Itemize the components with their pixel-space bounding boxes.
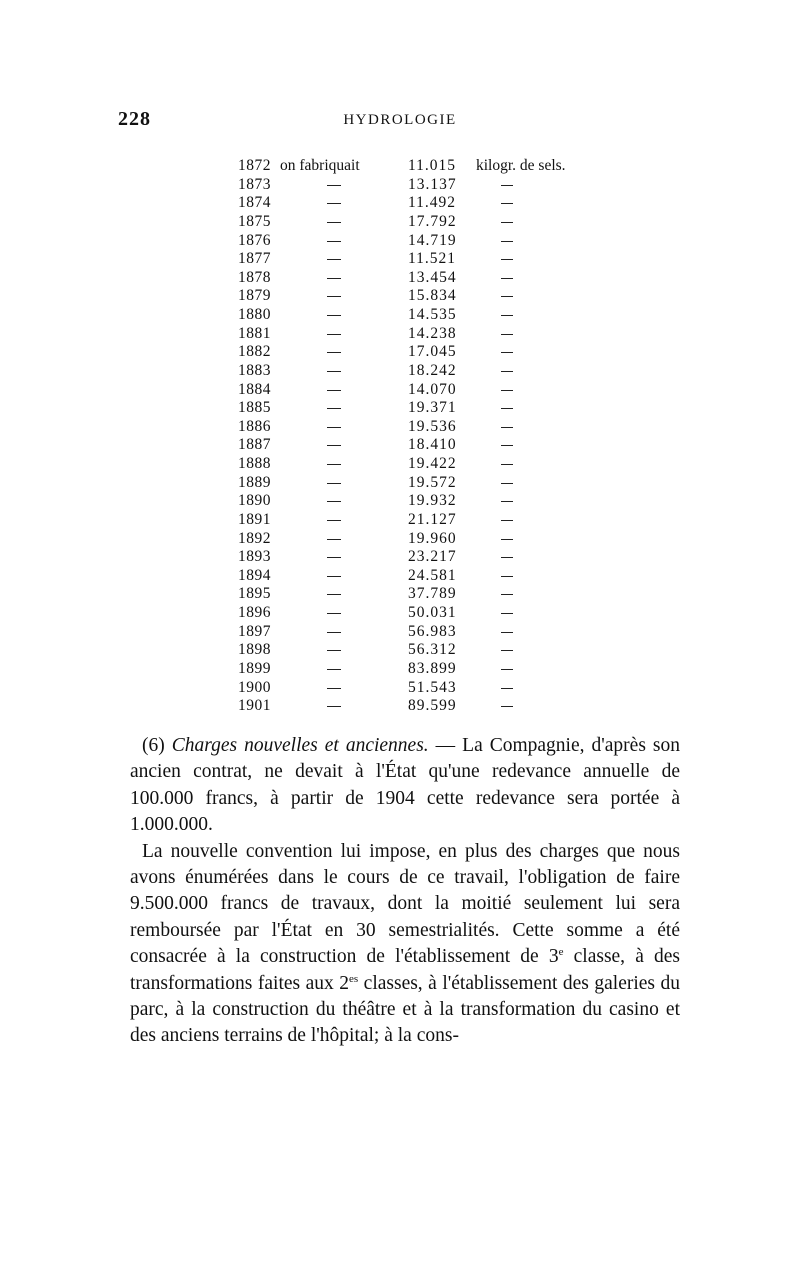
ditto-mark: [327, 520, 341, 521]
table-row: [238, 436, 598, 455]
ditto-mark: [501, 278, 513, 279]
paragraph-charges: [130, 733, 680, 839]
body-text: [130, 733, 680, 1050]
value-cell: 18.242: [408, 361, 457, 379]
ditto-mark: [501, 483, 513, 484]
table-row: [238, 306, 598, 325]
table-row: [238, 530, 598, 549]
year-cell: 1896: [238, 604, 271, 621]
year-cell: 1881: [238, 324, 271, 342]
year-cell: 1877: [238, 250, 271, 268]
value-cell: 17.045: [408, 343, 457, 361]
table-row: [238, 399, 598, 418]
ditto-mark: [327, 408, 341, 409]
table-row: [238, 157, 598, 176]
ditto-mark: [501, 576, 513, 577]
paragraph-text: La nouvelle convention lui impose, en plus des charges que nous avons énumérées dans le cours de ce travail, l'obligation de faire 9.500.000 francs de travaux, dont la moitié seulement lui sera remboursée par l'État en 30 semestrialités. Cette somme a été consacrée à la construction de l'établissement de 3: [130, 840, 680, 968]
ditto-mark: [501, 408, 513, 409]
year-cell: 1878: [238, 268, 271, 286]
value-cell: 19.536: [408, 417, 457, 435]
year-cell: 1873: [238, 175, 271, 193]
value-cell: 83.899: [408, 659, 457, 677]
page-number: 228: [118, 108, 151, 130]
year-cell: 1887: [238, 436, 271, 454]
value-cell: 11.521: [408, 250, 457, 268]
paragraph-text: classe, à des transformations faites aux 2: [130, 946, 680, 994]
ditto-mark: [501, 650, 513, 651]
value-cell: 89.599: [408, 697, 457, 715]
value-cell: 14.535: [408, 306, 457, 323]
year-cell: 1898: [238, 641, 271, 659]
table-row: [238, 679, 598, 698]
year-cell: 1883: [238, 361, 271, 379]
year-cell: 1889: [238, 473, 271, 491]
year-cell: 1880: [238, 306, 271, 323]
ditto-mark: [327, 222, 341, 223]
year-cell: 1885: [238, 399, 271, 417]
year-cell: 1879: [238, 287, 271, 305]
value-cell: 50.031: [408, 604, 457, 621]
ditto-mark: [327, 259, 341, 260]
year-cell: 1884: [238, 380, 271, 398]
table-row: [238, 455, 598, 474]
ditto-mark: [327, 632, 341, 633]
superscript: e: [558, 946, 564, 959]
table-row: [238, 623, 598, 642]
paragraph-text: — La Compagnie, d'après son ancien contrat, ne devait à l'État qu'une redevance annuelle de 100.000 francs, à partir de 1904 cette redevance sera portée à 1.000.000.: [130, 735, 680, 836]
ditto-mark: [501, 427, 513, 428]
value-cell: 11.492: [408, 194, 457, 212]
year-cell: 1890: [238, 492, 271, 510]
value-cell: 24.581: [408, 566, 457, 584]
year-cell: 1901: [238, 697, 271, 715]
ditto-mark: [501, 352, 513, 353]
ditto-mark: [501, 520, 513, 521]
year-cell: 1872: [238, 157, 271, 174]
year-cell: 1874: [238, 194, 271, 212]
ditto-mark: [501, 334, 513, 335]
row-lead-text: on fabriquait: [280, 157, 360, 174]
ditto-mark: [327, 185, 341, 186]
ditto-mark: [327, 334, 341, 335]
value-cell: 18.410: [408, 436, 457, 454]
table-row: [238, 269, 598, 288]
year-cell: 1899: [238, 659, 271, 677]
year-cell: 1886: [238, 417, 271, 435]
value-cell: 56.983: [408, 622, 457, 640]
superscript: es: [349, 972, 359, 985]
value-cell: 14.719: [408, 231, 457, 249]
year-cell: 1897: [238, 622, 271, 640]
year-cell: 1876: [238, 231, 271, 249]
value-cell: 56.312: [408, 641, 457, 659]
ditto-mark: [501, 464, 513, 465]
ditto-mark: [501, 296, 513, 297]
ditto-mark: [327, 706, 341, 707]
salt-production-table: [238, 157, 598, 716]
ditto-mark: [501, 185, 513, 186]
table-row: [238, 362, 598, 381]
paragraph-text: classes, à l'établissement des galeries du parc, à la construction du théâtre et à la transformation du casino et des anciens terrains de l'hôpital; à la cons-: [130, 972, 680, 1047]
ditto-mark: [501, 501, 513, 502]
ditto-mark: [327, 594, 341, 595]
value-cell: 11.015: [408, 157, 457, 174]
table-row: [238, 548, 598, 567]
value-cell: 19.960: [408, 529, 457, 547]
ditto-mark: [501, 669, 513, 670]
ditto-mark: [501, 203, 513, 204]
ditto-mark: [327, 539, 341, 540]
page-header: [118, 108, 682, 138]
table-row: [238, 213, 598, 232]
year-cell: 1894: [238, 566, 271, 584]
value-cell: 17.792: [408, 212, 457, 230]
table-row: [238, 474, 598, 493]
paragraph-convention: [130, 839, 680, 1050]
ditto-mark: [327, 650, 341, 651]
ditto-mark: [501, 315, 513, 316]
ditto-mark: [327, 501, 341, 502]
ditto-mark: [501, 259, 513, 260]
value-cell: 19.371: [408, 399, 457, 417]
ditto-mark: [327, 669, 341, 670]
ditto-mark: [501, 539, 513, 540]
ditto-mark: [327, 371, 341, 372]
table-row: [238, 492, 598, 511]
table-row: [238, 697, 598, 716]
ditto-mark: [327, 352, 341, 353]
value-cell: 19.572: [408, 473, 457, 491]
table-row: [238, 511, 598, 530]
ditto-mark: [501, 557, 513, 558]
table-row: [238, 176, 598, 195]
ditto-mark: [327, 576, 341, 577]
running-head: HYDROLOGIE: [343, 112, 457, 128]
ditto-mark: [327, 241, 341, 242]
value-cell: 21.127: [408, 510, 457, 528]
table-row: [238, 567, 598, 586]
table-row: [238, 250, 598, 269]
table-row: [238, 604, 598, 623]
ditto-mark: [501, 706, 513, 707]
table-row: [238, 660, 598, 679]
table-row: [238, 343, 598, 362]
table-row: [238, 641, 598, 660]
ditto-mark: [501, 241, 513, 242]
value-cell: 15.834: [408, 287, 457, 305]
ditto-mark: [327, 613, 341, 614]
year-cell: 1895: [238, 585, 271, 603]
ditto-mark: [327, 203, 341, 204]
ditto-mark: [327, 390, 341, 391]
year-cell: 1892: [238, 529, 271, 547]
year-cell: 1875: [238, 212, 271, 230]
row-unit-text: kilogr. de sels.: [476, 157, 566, 174]
year-cell: 1900: [238, 678, 271, 696]
year-cell: 1888: [238, 455, 271, 472]
ditto-mark: [501, 371, 513, 372]
table-row: [238, 194, 598, 213]
table-row: [238, 381, 598, 400]
year-cell: 1893: [238, 548, 271, 566]
table-row: [238, 325, 598, 344]
year-cell: 1891: [238, 510, 271, 528]
value-cell: 13.454: [408, 268, 457, 286]
table-row: [238, 585, 598, 604]
ditto-mark: [501, 222, 513, 223]
ditto-mark: [327, 483, 341, 484]
section-title: Charges nouvelles et anciennes.: [171, 735, 429, 756]
table-row: [238, 232, 598, 251]
value-cell: 51.543: [408, 678, 457, 696]
section-label: (6): [142, 735, 165, 756]
ditto-mark: [501, 632, 513, 633]
value-cell: 13.137: [408, 175, 457, 193]
ditto-mark: [501, 390, 513, 391]
value-cell: 23.217: [408, 548, 457, 566]
ditto-mark: [327, 278, 341, 279]
value-cell: 14.070: [408, 380, 457, 398]
ditto-mark: [327, 427, 341, 428]
table-row: [238, 418, 598, 437]
value-cell: 14.238: [408, 324, 457, 342]
ditto-mark: [327, 557, 341, 558]
ditto-mark: [327, 688, 341, 689]
ditto-mark: [327, 464, 341, 465]
ditto-mark: [501, 445, 513, 446]
ditto-mark: [327, 296, 341, 297]
ditto-mark: [501, 594, 513, 595]
ditto-mark: [501, 613, 513, 614]
ditto-mark: [327, 445, 341, 446]
ditto-mark: [327, 315, 341, 316]
value-cell: 19.932: [408, 492, 457, 510]
value-cell: 19.422: [408, 455, 457, 472]
ditto-mark: [501, 688, 513, 689]
table-row: [238, 287, 598, 306]
value-cell: 37.789: [408, 585, 457, 603]
year-cell: 1882: [238, 343, 271, 361]
